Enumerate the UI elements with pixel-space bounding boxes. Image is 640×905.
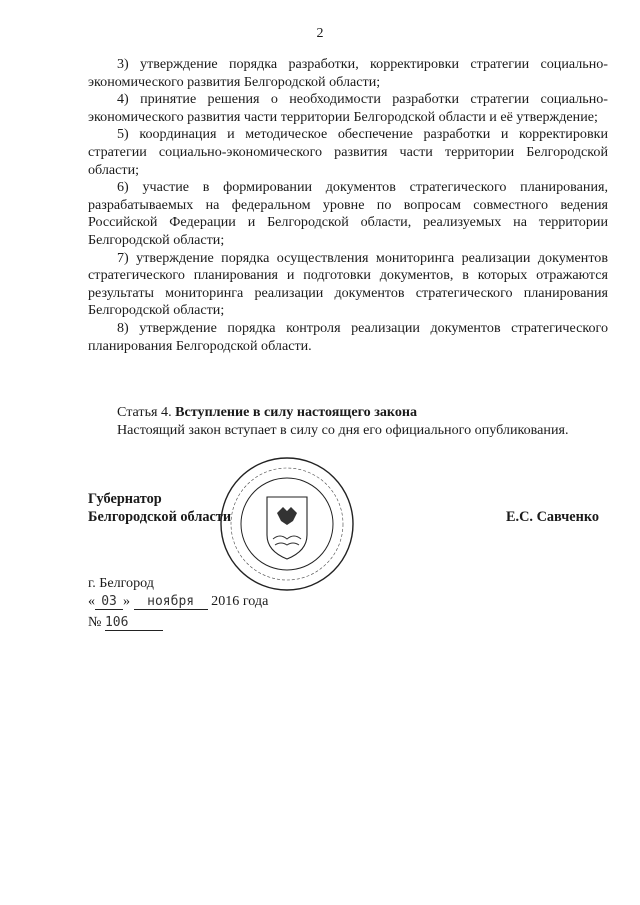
document-number: 106 (105, 615, 163, 631)
date-close-quote: » (123, 593, 131, 609)
paragraph-item-6: 6) участие в формировании документов стратегического планирования, разрабатываемых на федеральном уровне по вопросам совместного ведения Российской Федерации и Белгородской области, реализуемых на территории Белгородской области; (88, 179, 608, 248)
paragraph-item-3: 3) утверждение порядка разработки, корректировки стратегии социально-экономического развития Белгородской области; (88, 56, 608, 90)
position-line-1: Губернатор (88, 491, 162, 507)
official-seal (217, 455, 357, 593)
date-line (88, 593, 268, 610)
article-4 (88, 404, 608, 440)
date-open-quote: « (88, 593, 96, 609)
paragraph-item-4: 4) принятие решения о необходимости разработки стратегии социально-экономического развития части территории Белгородской области и её утверждение; (88, 91, 608, 125)
article-prefix: Статья 4. (117, 404, 176, 420)
paragraph-item-8: 8) утверждение порядка контроля реализации документов стратегического планирования Белгородской области. (88, 319, 608, 354)
date-month: ноября (134, 594, 208, 610)
date-day: 03 (95, 594, 123, 610)
city-line: г. Белгород (88, 575, 154, 591)
page-number: 2 (316, 26, 324, 41)
signatory-position (88, 490, 231, 526)
document-number-line (88, 614, 163, 631)
paragraph-item-5: 5) координация и методическое обеспечение разработки и корректировки стратегии социально-экономического развития части территории Белгородской области; (88, 126, 608, 178)
body-text (88, 56, 608, 355)
date-year: 2016 года (211, 593, 269, 609)
article-title: Вступление в силу настоящего закона (175, 404, 418, 420)
seal-icon (217, 455, 357, 593)
signatory-name: Е.С. Савченко (506, 509, 600, 525)
article-text: Настоящий закон вступает в силу со дня его официального опубликования. (117, 421, 569, 438)
number-label: № (88, 614, 102, 630)
paragraph-item-7: 7) утверждение порядка осуществления мониторинга реализации документов стратегического планирования и подготовки документов, в которых отражаются результаты мониторинга реализации документов стратегического планирования Белгородской области; (88, 249, 608, 319)
position-line-2: Белгородской области (88, 509, 232, 525)
article-heading (88, 404, 608, 422)
